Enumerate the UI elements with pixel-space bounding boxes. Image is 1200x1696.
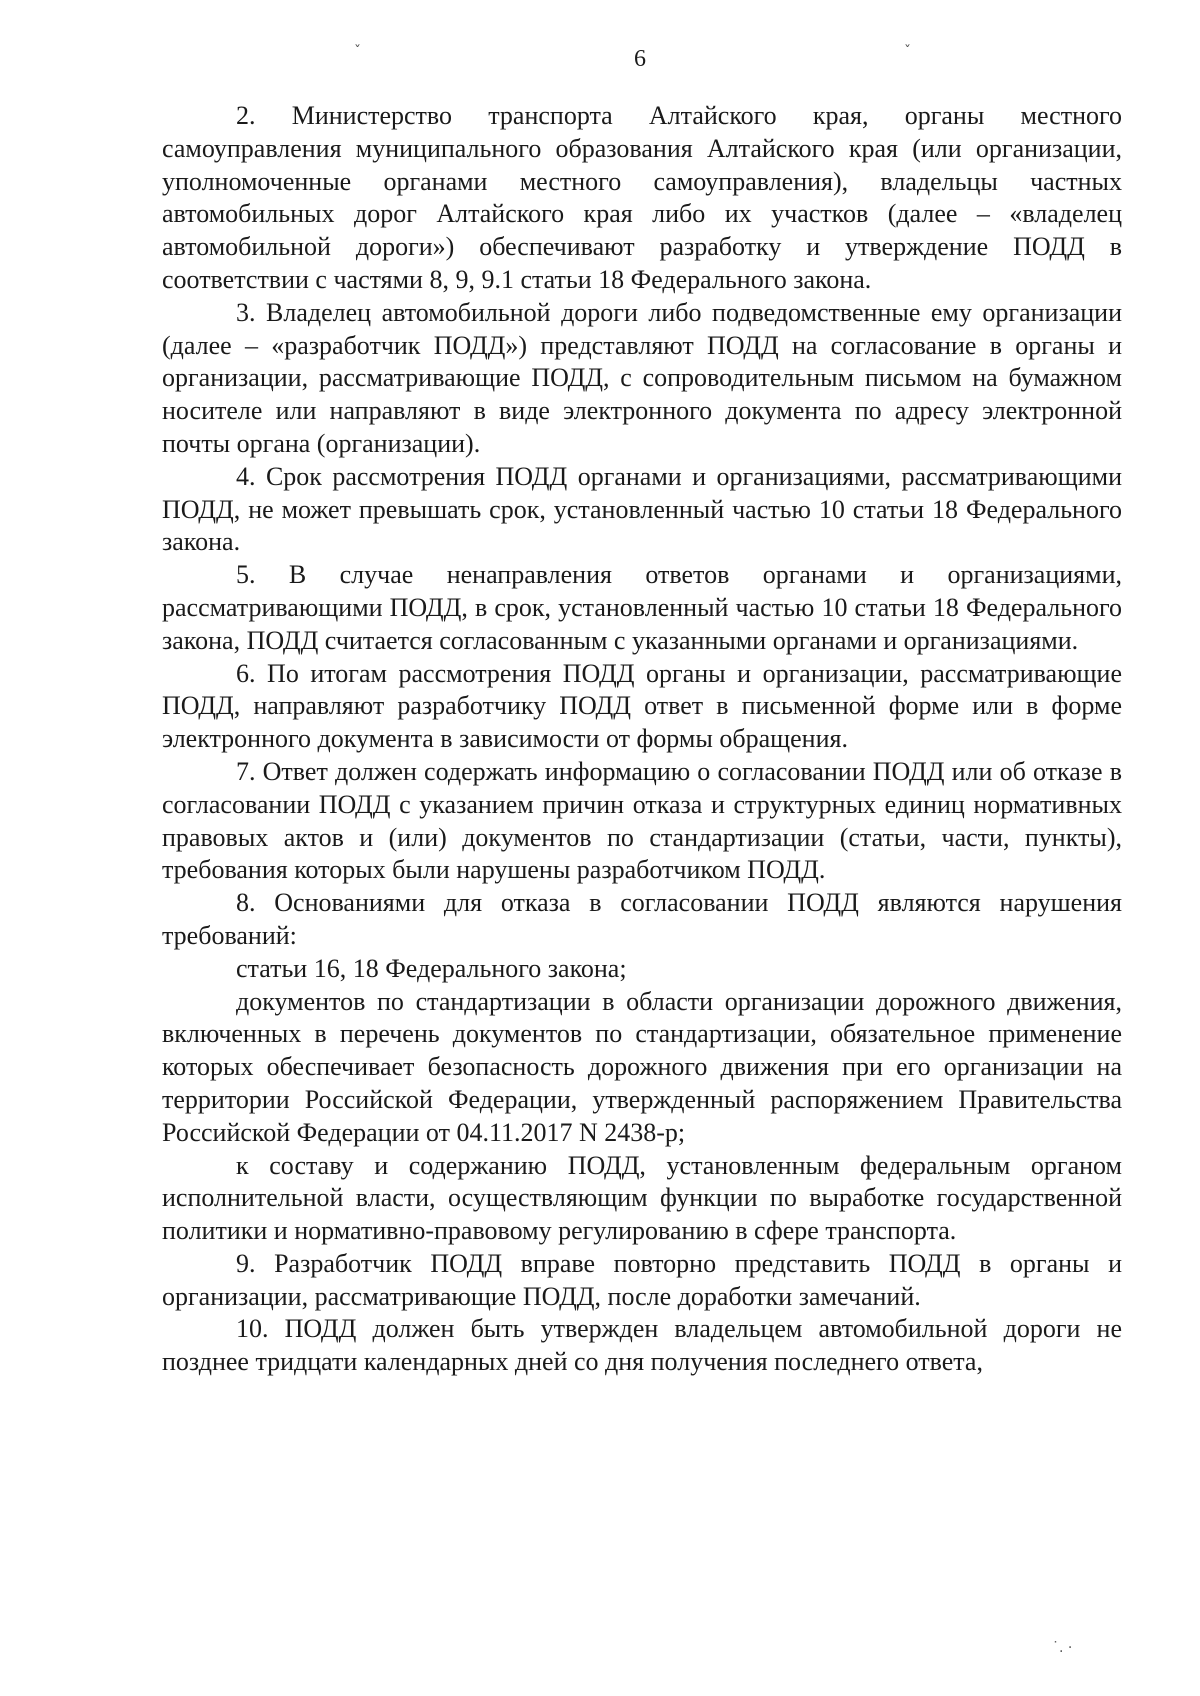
- paragraph-item-8-sub-1: статьи 16, 18 Федерального закона;: [236, 953, 627, 983]
- paragraph-item-7: 7. Ответ должен содержать информацию о согласовании ПОДД или об отказе в согласовании ПОДД с указанием причин отказа и структурных единиц нормативных правовых актов и (или) документов по стандартизации (статьи, части, пункты), требования которых были нарушены разработчиком ПОДД.: [162, 756, 1122, 885]
- paragraph-item-6: 6. По итогам рассмотрения ПОДД органы и организации, рассматривающие ПОДД, направляют разработчику ПОДД ответ в письменной форме или в форме электронного документа в зависимости от формы обращения.: [162, 658, 1122, 754]
- paragraph-item-8: 8. Основаниями для отказа в согласовании ПОДД являются нарушения требований:: [162, 888, 1122, 950]
- scan-speck: ˙. ·: [1052, 1640, 1073, 1656]
- paragraph-item-5: 5. В случае ненаправления ответов органами и организациями, рассматривающими ПОДД, в срок, установленный частью 10 статьи 18 Федерального закона, ПОДД считается согласованным с указанными органами и организациями.: [162, 560, 1122, 655]
- paragraph-item-2: 2. Министерство транспорта Алтайского края, органы местного самоуправления муниципального образования Алтайского края (или организации, уполномоченные органами местного самоуправления), владельцы частных автомобильных дорог Алтайского края либо их участков (далее – «владелец автомобильной дороги») обеспечивают разработку и утверждение ПОДД в соответствии с частями 8, 9, 9.1 статьи 18 Федерального закона.: [162, 101, 1122, 294]
- page-number: 6: [634, 46, 646, 72]
- document-body: [162, 100, 1122, 1379]
- paragraph-item-8-sub-3: к составу и содержанию ПОДД, установленным федеральным органом исполнительной власти, осуществляющим функции по выработке государственной политики и нормативно-правовому регулированию в сфере транспорта.: [162, 1150, 1122, 1246]
- scan-speck: ˇ: [354, 44, 361, 60]
- paragraph-item-3: 3. Владелец автомобильной дороги либо подведомственные ему организации (далее – «разработчик ПОДД») представляют ПОДД на согласование в органы и организации, рассматривающие ПОДД, с сопроводительным письмом на бумажном носителе или направляют в виде электронного документа по адресу электронной почты органа (организации).: [162, 297, 1122, 458]
- scan-speck: ˇ: [904, 44, 911, 60]
- paragraph-item-9: 9. Разработчик ПОДД вправе повторно представить ПОДД в органы и организации, рассматривающие ПОДД, после доработки замечаний.: [162, 1248, 1122, 1311]
- paragraph-item-4: 4. Срок рассмотрения ПОДД органами и организациями, рассматривающими ПОДД, не может превышать срок, установленный частью 10 статьи 18 Федерального закона.: [162, 461, 1122, 557]
- paragraph-item-10: 10. ПОДД должен быть утвержден владельцем автомобильной дороги не позднее тридцати календарных дней со дня получения последнего ответа,: [162, 1314, 1122, 1377]
- paragraph-item-8-sub-2: документов по стандартизации в области организации дорожного движения, включенных в перечень документов по стандартизации, обязательное применение которых обеспечивает безопасность дорожного движения при его организации на территории Российской Федерации, утвержденный распоряжением Правительства Российской Федерации от 04.11.2017 N 2438-р;: [162, 986, 1122, 1147]
